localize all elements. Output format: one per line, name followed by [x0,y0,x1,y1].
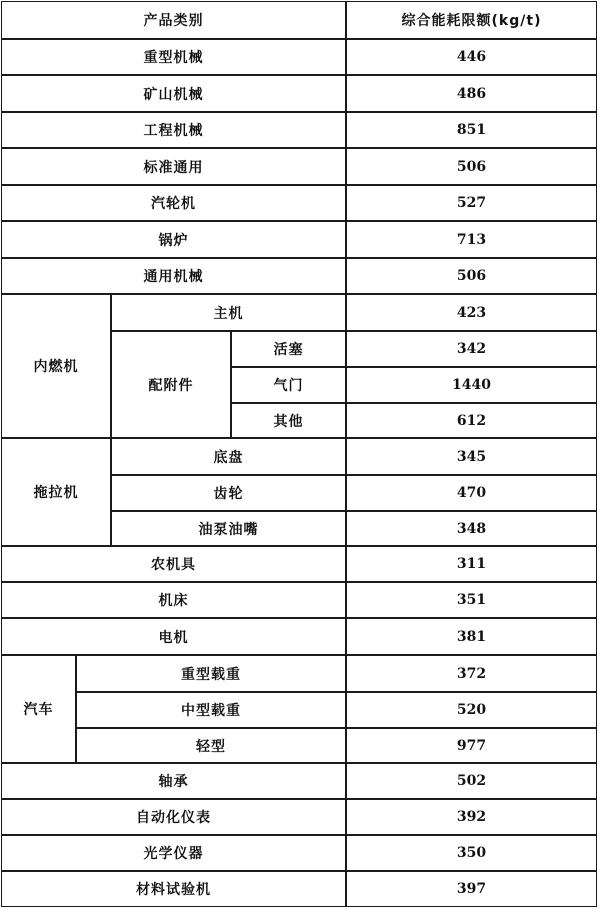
row-value: 506 [346,258,597,294]
row-value: 851 [346,112,597,148]
row-label: 主机 [111,294,346,331]
row-label: 油泵油嘴 [111,511,346,546]
row-label: 中型载重 [76,692,346,728]
row-value: 486 [346,75,597,112]
row-label: 底盘 [111,438,346,475]
row-label: 汽轮机 [1,185,346,221]
row-label: 重型载重 [76,655,346,692]
row-label: 齿轮 [111,475,346,511]
row-value: 506 [346,148,597,185]
subgroup-label: 配附件 [111,331,231,438]
header-category: 产品类别 [1,1,346,39]
header-limit: 综合能耗限额(kg/t) [346,1,597,39]
row-value: 345 [346,438,597,475]
row-label: 轻型 [76,728,346,763]
row-label: 矿山机械 [1,75,346,112]
row-label: 活塞 [231,331,346,367]
group-label: 内燃机 [1,294,111,438]
row-value: 342 [346,331,597,367]
row-value: 381 [346,618,597,655]
row-label: 轴承 [1,763,346,799]
row-label: 通用机械 [1,258,346,294]
row-label: 标准通用 [1,148,346,185]
row-label: 重型机械 [1,39,346,75]
row-value: 423 [346,294,597,331]
row-value: 612 [346,403,597,438]
row-value: 470 [346,475,597,511]
row-label: 气门 [231,367,346,403]
row-value: 372 [346,655,597,692]
row-label: 机床 [1,582,346,618]
row-value: 502 [346,763,597,799]
row-value: 527 [346,185,597,221]
row-value: 350 [346,835,597,871]
group-label: 拖拉机 [1,438,111,546]
row-label: 农机具 [1,546,346,582]
row-value: 392 [346,799,597,835]
row-value: 311 [346,546,597,582]
energy-limit-table [1,1,597,907]
row-label: 材料试验机 [1,871,346,907]
row-value: 446 [346,39,597,75]
row-label: 电机 [1,618,346,655]
row-value: 1440 [346,367,597,403]
row-label: 锅炉 [1,221,346,258]
row-value: 713 [346,221,597,258]
row-label: 其他 [231,403,346,438]
row-label: 自动化仪表 [1,799,346,835]
row-value: 977 [346,728,597,763]
row-value: 397 [346,871,597,907]
row-value: 351 [346,582,597,618]
row-value: 348 [346,511,597,546]
row-label: 工程机械 [1,112,346,148]
group-label: 汽车 [1,655,76,763]
row-value: 520 [346,692,597,728]
row-label: 光学仪器 [1,835,346,871]
